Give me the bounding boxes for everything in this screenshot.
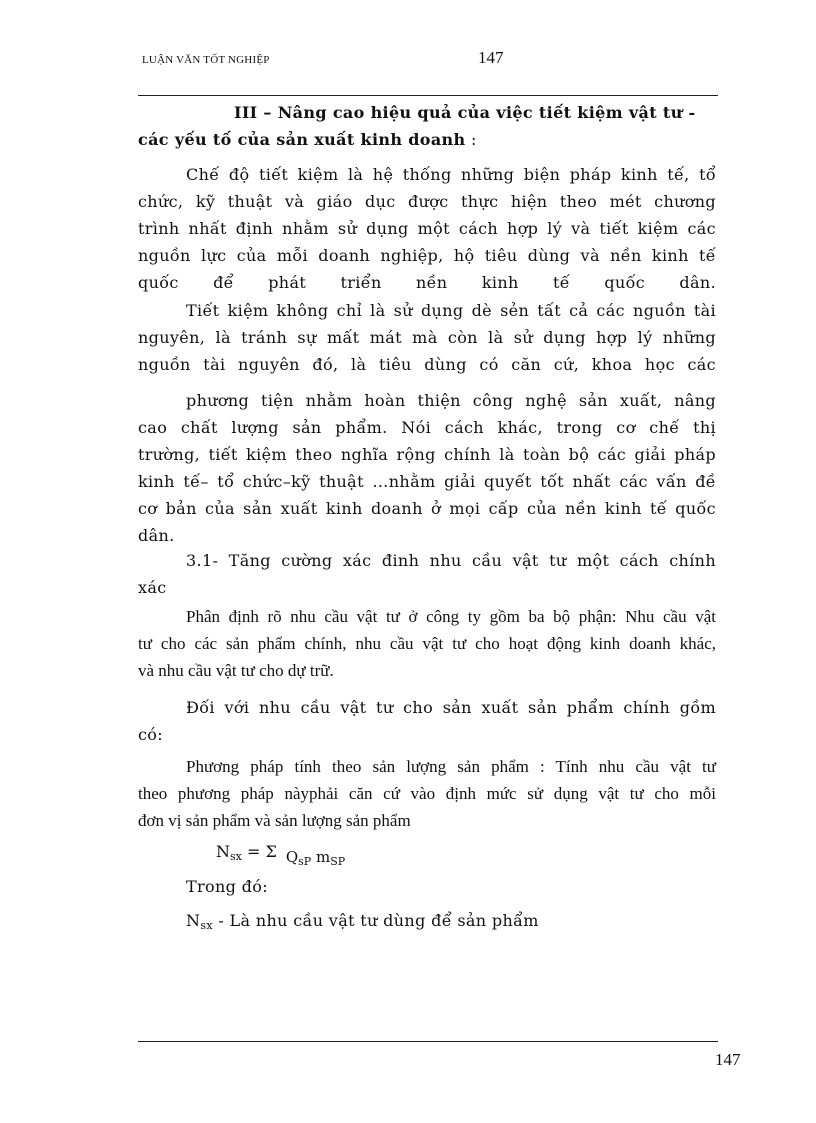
p5-line-2: có: — [138, 725, 164, 744]
formula-m-symbol: m — [311, 848, 331, 866]
p2-line-3: nguồn tài nguyên đó, là tiêu dùng có căn cứ, khoa học các — [138, 355, 716, 374]
formula-nsx — [216, 842, 346, 868]
p1-line-1: Chế độ tiết kiệm là hệ thống những biện pháp kinh tế, tổ — [186, 165, 716, 184]
section-heading-line-1 — [138, 103, 716, 122]
definition-nsx — [186, 911, 686, 932]
formula-lhs-sub: sx — [230, 850, 242, 863]
formula-q-sub: sP — [298, 855, 312, 868]
p1-line-4: nguồn lực của mỗi doanh nghiệp, hộ tiêu dùng và nền kinh tế — [138, 246, 716, 265]
footer-rule — [138, 1041, 718, 1042]
formula-m-sub: SP — [330, 855, 346, 868]
sub-heading-line-1: 3.1- Tăng cường xác đinh nhu cầu vật tư một cách chính — [186, 551, 716, 570]
formula-operator: = Σ — [241, 842, 282, 861]
definition-text: - Là nhu cầu vật tư dùng để sản phẩm — [212, 911, 539, 930]
p1-line-2: chức, kỹ thuật và giáo dục được thực hiện theo mét chương — [138, 192, 716, 211]
p1-line-5: quốc để phát triển nền kinh tế quốc dân. — [138, 273, 716, 292]
p4-line-3: và nhu cầu vật tư cho dự trữ. — [138, 661, 334, 680]
p3-line-1: phương tiện nhằm hoàn thiện công nghệ sản xuất, nâng — [186, 391, 716, 410]
definition-symbol: N — [186, 911, 201, 930]
p6-line-2: theo phương pháp nàyphải căn cứ vào định mức sử dụng vật tư cho mỗi — [138, 784, 716, 803]
header-page-number: 147 — [478, 48, 504, 67]
footer-page-number: 147 — [715, 1050, 741, 1069]
formula-q — [286, 848, 345, 866]
formula-lhs: N — [216, 842, 230, 861]
p4-line-2: tư cho các sản phẩm chính, nhu cầu vật tư cho hoạt động kinh doanh khác, — [138, 634, 716, 653]
trong-do-label: Trong đó: — [186, 877, 269, 896]
formula-q-symbol: Q — [285, 848, 299, 866]
p6-line-1: Phương pháp tính theo sản lượng sản phẩm : Tính nhu cầu vật tư — [186, 757, 716, 776]
p3-line-2: cao chất lượng sản phẩm. Nói cách khác, trong cơ chế thị — [138, 418, 716, 437]
section-heading-text-2: các yếu tố của sản xuất kinh doanh — [138, 130, 466, 149]
section-heading-suffix: : — [465, 130, 477, 149]
header-rule — [138, 95, 718, 96]
p3-line-5: cơ bản của sản xuất kinh doanh ở mọi cấp của nền kinh tế quốc — [138, 499, 716, 518]
section-heading-text-1: III – Nâng cao hiệu quả của việc tiết kiệm vật tư - — [234, 103, 696, 122]
p3-line-3: trường, tiết kiệm theo nghĩa rộng chính là toàn bộ các giải pháp — [138, 445, 716, 464]
p2-line-2: nguyên, là tránh sự mất mát mà còn là sử dụng hợp lý những — [138, 328, 716, 347]
p1-line-3: trình nhất định nhằm sử dụng một cách hợp lý và tiết kiệm các — [138, 219, 716, 238]
p3-line-4: kinh tế– tổ chức–kỹ thuật …nhằm giải quyết tốt nhất các vấn đề — [138, 472, 716, 491]
definition-symbol-sub: sx — [200, 919, 213, 932]
p2-line-1: Tiết kiệm không chỉ là sử dụng dè sẻn tất cả các nguồn tài — [186, 301, 716, 320]
p4-line-1: Phân định rõ nhu cầu vật tư ở công ty gồm ba bộ phận: Nhu cầu vật — [186, 607, 716, 626]
sub-heading-line-2: xác — [138, 578, 167, 597]
p6-line-3: đơn vị sản phẩm và sản lượng sản phẩm — [138, 811, 411, 830]
p3-line-6: dân. — [138, 526, 175, 545]
header-title: LUẬN VĂN TỐT NGHIỆP — [142, 54, 270, 66]
section-heading-line-2 — [138, 130, 716, 149]
p5-line-1: Đối với nhu cầu vật tư cho sản xuất sản phẩm chính gồm — [186, 698, 716, 717]
